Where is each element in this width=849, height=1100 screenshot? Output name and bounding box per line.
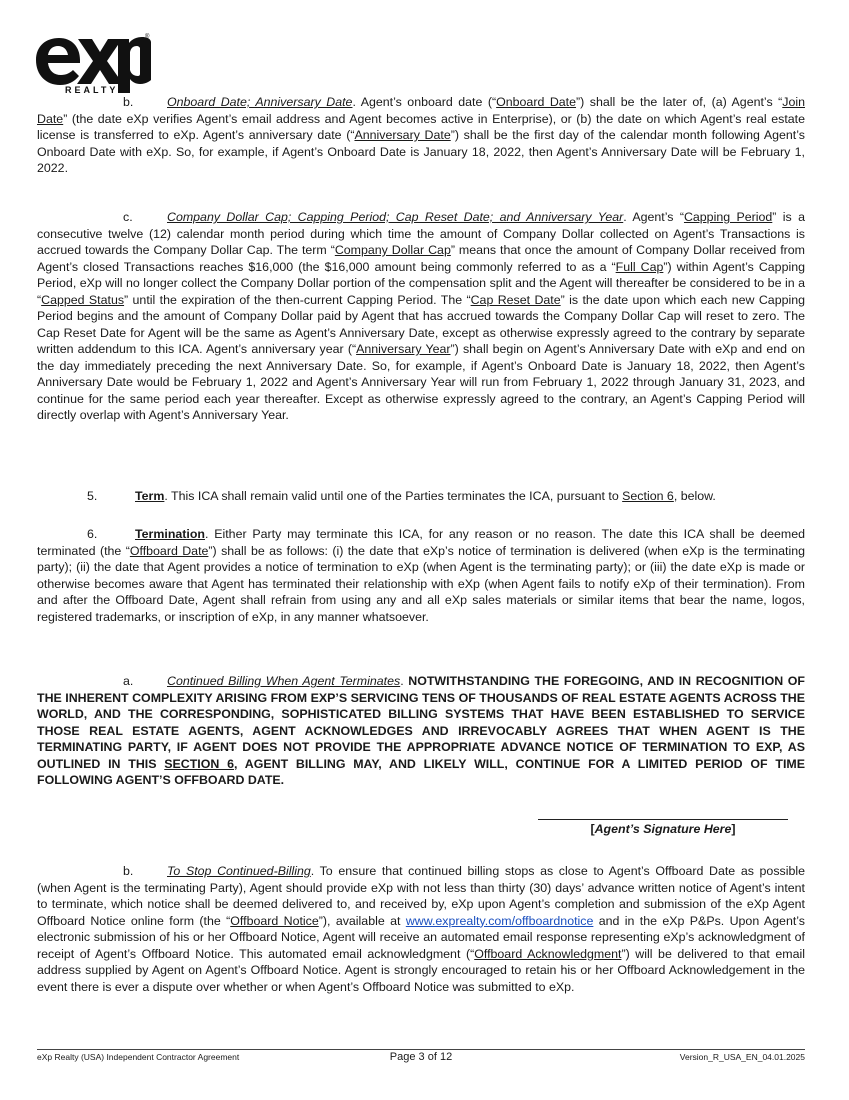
text: ”) will be delivered to that email address supplied by Agent on Agent’s Offboard Notice. Agent is strongly encouraged to retain his or her Offboard Acknowledgement in the event there is ever a dispute over whether or when Agent’s Offboard Notice was submitted to eXp. <box>37 946 806 994</box>
page-footer <box>37 1052 805 1066</box>
text: ” is the date upon which each new Capping Period begins and the amount of Company Dollar paid by Agent that has accrued towards the Company Dollar Cap will reset to zero. The Cap Reset Date for Agent will be the same as Agent’s Anniversary Date, except as otherwise expressly agreed to the contrary by separate written addendum to this ICA. Agent’s anniversary year (“ <box>37 292 806 356</box>
text: . Agent’s “ <box>623 210 684 224</box>
section-reference: SECTION 6 <box>164 756 235 771</box>
text: ” (the date eXp verifies Agent’s email address and Agent becomes active in Enterprise), or (b) the date on which Agent’s real estate license is transferred to eXp. Agent’s anniversary date (“ <box>37 111 805 142</box>
defined-term: Cap Reset Date <box>470 292 561 307</box>
text: and in the eXp P&Ps. Upon Agent’s electronic submission of his or her Offboard Notice, Agent will receive an automated email response representing eXp’s acknowledgment of receipt of Agent’s Offboard Notice. This automated email acknowledgment (“ <box>37 913 806 961</box>
item-letter: c. <box>123 210 133 224</box>
text: . <box>400 674 409 688</box>
exp-realty-logo <box>34 30 152 94</box>
text: . To ensure that continued billing stops as close to Agent’s Offboard Date as possible (when Agent is the terminating Party), Agent should provide eXp with not less than thirty (30) days’ advance written notice of Agent’s intent to terminate, which notice shall be deemed delivered to, and received by, eXp upon Agent’s completion and submission of the eXp Agent Offboard Notice online form (the “ <box>37 864 805 928</box>
defined-term: Capped Status <box>41 292 125 307</box>
text: , below. <box>673 489 716 503</box>
item-letter: a. <box>123 674 134 688</box>
footer-divider <box>37 1049 805 1050</box>
defined-term: Offboard Date <box>129 543 209 558</box>
defined-term: Offboard Notice <box>230 913 319 928</box>
section-number: 5. <box>87 489 98 503</box>
item-letter: b. <box>123 864 134 878</box>
section-a-billing <box>37 673 805 789</box>
signature-text: Agent’s Signature Here <box>594 822 732 836</box>
defined-term: Join Date <box>37 95 805 126</box>
text: ”) shall be as follows: (i) the date that eXp’s notice of termination is delivered (when eXp is the terminating party); (ii) the date that Agent provides a notice of termination to eXp (when Agent is the terminating party); or (iii) the date eXp is made or otherwise becomes aware that Agent has terminated their relationship with eXp (when Agent fails to notify eXp of their termination). From and after the Offboard Date, Agent shall refrain from using any and all eXp sales materials or similar items that bear the name, logos, registered trademarks, or inscription of eXp, in any manner whatsoever. <box>37 543 806 624</box>
section-b-stop-billing <box>37 863 805 995</box>
defined-term: Anniversary Date <box>354 128 451 142</box>
text: ”) shall be the later of, (a) Agent’s “ <box>576 95 783 109</box>
defined-term: Anniversary Year <box>356 342 451 356</box>
defined-term: Offboard Acknowledgment <box>474 946 622 961</box>
section-c-cap <box>37 209 805 424</box>
text: ”) shall begin on Agent’s Anniversary Date with eXp and end on the day immediately preceding the next Anniversary Date. So, for example, if Agent’s Onboard Date is January 18, 2022, then Agent’s Anniversary Date would be February 1, 2022 and Agent’s Anniversary Year will run from February 1, 2022 through January 31, 2023, and continue for the same period each year thereafter. Except as otherwise expressly agreed to the contrary, an Agent’s Capping Period will directly overlap with Agent’s Anniversary Year. <box>37 342 805 422</box>
signature-label <box>538 822 788 836</box>
text: ” means that once the amount of Company Dollar received from Agent’s closed Transactions reaches $16,000 (the $16,000 amount being commonly referred to as a “ <box>37 243 805 274</box>
bracket: [ <box>590 822 595 836</box>
text: . Either Party may terminate this ICA, for any reason or no reason. The date this ICA shall be deemed terminated (the “ <box>37 527 805 558</box>
page-number: Page 3 of 12 <box>389 1051 453 1063</box>
exp-logo-mark <box>34 30 152 94</box>
defined-term: Full Cap <box>615 259 664 274</box>
item-letter: b. <box>123 95 134 109</box>
defined-term: Company Dollar Cap <box>334 243 451 257</box>
text: ”) within Agent’s Capping Period, eXp will no longer collect the Company Dollar portion of the compensation split and the Agent will thereafter be considered to be in a “ <box>37 259 805 307</box>
text: ” until the expiration of the then-current Capping Period. The “ <box>124 292 471 307</box>
section-number: 6. <box>87 527 98 541</box>
bracket: ] <box>731 822 736 836</box>
cap-heading: Company Dollar Cap; Capping Period; Cap Reset Date; and Anniversary Year <box>167 210 624 224</box>
section-6-termination <box>37 526 805 625</box>
logo-registered: ® <box>145 34 150 40</box>
text: . Agent’s onboard date (“ <box>352 95 497 109</box>
text: ”) shall be the first day of the calendar month following Agent’s Onboard Date with eXp. So, for example, if Agent’s Onboard Date is January 18, 2022, then Agent’s Anniversary Date will be February 1, 2022. <box>37 128 805 175</box>
text: ”), available at <box>318 913 406 928</box>
footer-version: Version_R_USA_EN_04.01.2025 <box>679 1052 805 1062</box>
signature-line[interactable] <box>538 819 788 820</box>
defined-term: Onboard Date <box>496 95 577 109</box>
billing-heading: Continued Billing When Agent Terminates <box>167 674 401 688</box>
offboard-notice-link[interactable]: www.exprealty.com/offboardnotice <box>405 913 594 928</box>
onboard-heading: Onboard Date; Anniversary Date <box>167 95 353 109</box>
caps-text: NOTWITHSTANDING THE FOREGOING, AND IN RECOGNITION OF THE INHERENT COMPLEXITY ARISING FROM EXP’S SERVICING TENS OF THOUSANDS OF REAL ESTATE AGENTS ACROSS THE WORLD, AND THE CORRESPONDING, SOPHISTICATED BILLING SYSTEMS THAT HAVE BEEN ESTABLISHED TO SERVICE THOSE REAL ESTATE AGENTS, AGENT ACKNOWLEDGES AND IRREVOCABLY AGREES THAT WHEN AGENT IS THE TERMINATING PARTY, IF AGENT DOES NOT PROVIDE THE APPROPRIATE ADVANCE NOTICE OF TERMINATION TO EXP, AS OUTLINED IN THIS <box>37 674 805 771</box>
section-reference: Section 6 <box>622 489 674 503</box>
text: . This ICA shall remain valid until one of the Parties terminates the ICA, pursuant to <box>164 489 623 503</box>
section-b-onboard <box>37 94 805 177</box>
logo-sub: REALTY <box>65 85 119 94</box>
caps-text: , AGENT BILLING MAY, AND LIKELY WILL, CONTINUE FOR A LIMITED PERIOD OF TIME FOLLOWING AGENT’S OFFBOARD DATE. <box>37 756 805 787</box>
text: ” is a consecutive twelve (12) calendar month period during which time the amount of Company Dollar collected on Agent’s Transactions is accrued towards the Company Dollar Cap. The term “ <box>37 210 805 257</box>
footer-title: eXp Realty (USA) Independent Contractor Agreement <box>37 1052 240 1062</box>
defined-term: Capping Period <box>683 210 773 224</box>
stop-billing-heading: To Stop Continued-Billing <box>167 864 311 878</box>
section-5-term <box>37 488 805 505</box>
term-heading: Term <box>135 489 165 503</box>
termination-heading: Termination <box>135 527 205 541</box>
